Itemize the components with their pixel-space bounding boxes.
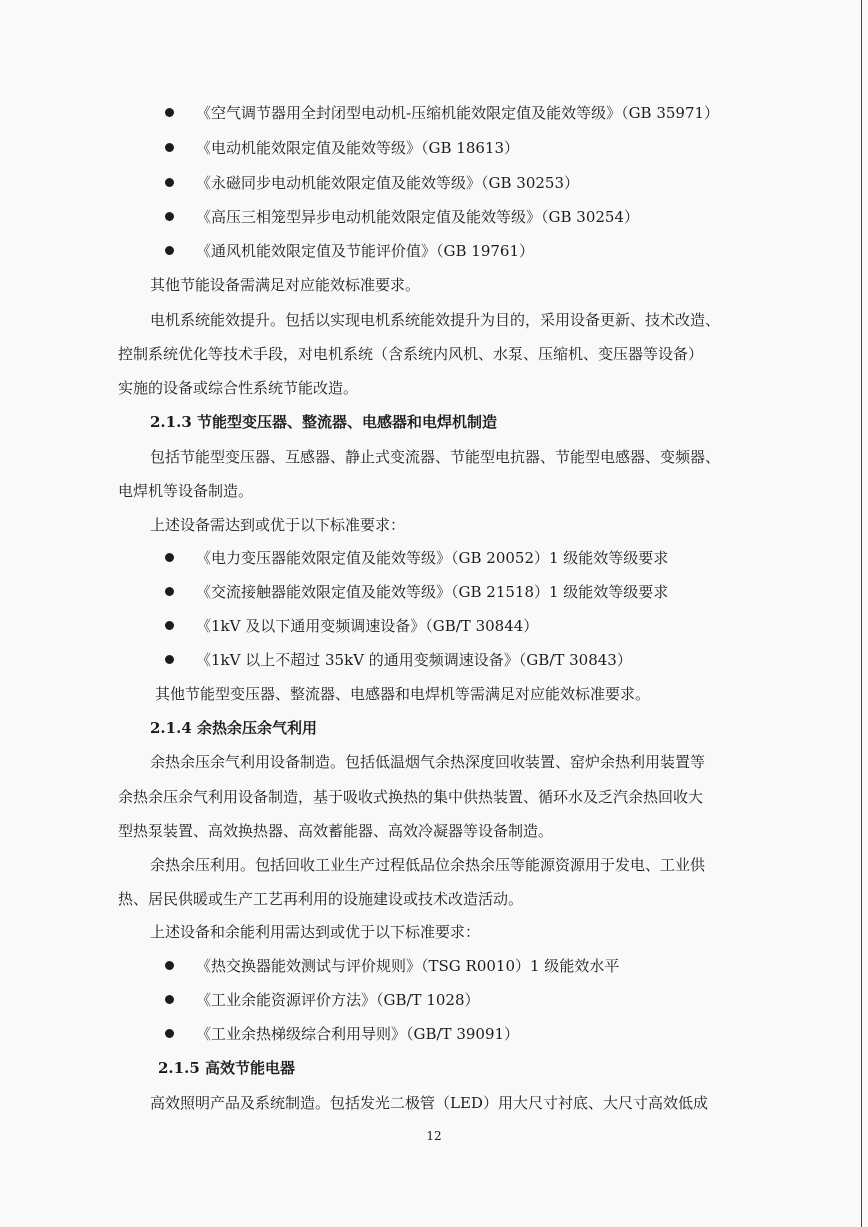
list-item: 《工业余热梯级综合利用导则》（GB/T 39091） bbox=[165, 1024, 519, 1044]
paragraph-line: 包括节能型变压器、互感器、静止式变流器、节能型电抗器、节能型电感器、变频器、 bbox=[150, 448, 721, 466]
bullet-icon bbox=[165, 995, 174, 1004]
paragraph: 其他节能设备需满足对应能效标准要求。 bbox=[150, 276, 421, 294]
section-heading: 2.1.4 余热余压余气利用 bbox=[150, 719, 317, 737]
paragraph-line: 余热余压利用。包括回收工业生产过程低品位余热余压等能源资源用于发电、工业供 bbox=[150, 856, 706, 874]
bullet-icon bbox=[165, 108, 174, 117]
bullet-icon bbox=[165, 1029, 174, 1038]
bullet-icon bbox=[165, 621, 174, 630]
list-item: 《1kV 及以下通用变频调速设备》（GB/T 30844） bbox=[165, 616, 538, 636]
list-item: 《热交换器能效测试与评价规则》（TSG R0010）1 级能效水平 bbox=[165, 956, 619, 976]
paragraph: 上述设备需达到或优于以下标准要求： bbox=[150, 516, 406, 534]
bullet-icon bbox=[165, 655, 174, 664]
paragraph-line: 型热泵装置、高效换热器、高效蓄能器、高效冷凝器等设备制造。 bbox=[118, 822, 554, 840]
paragraph-line: 电机系统能效提升。包括以实现电机系统能效提升为目的，采用设备更新、技术改造、 bbox=[150, 311, 721, 329]
bullet-icon bbox=[165, 212, 174, 221]
paragraph-line: 热、居民供暖或生产工艺再利用的设施建设或技术改造活动。 bbox=[118, 890, 524, 908]
paragraph: 上述设备和余能利用需达到或优于以下标准要求： bbox=[150, 923, 481, 941]
bullet-icon bbox=[165, 246, 174, 255]
page-edge bbox=[861, 0, 862, 1227]
list-item: 《1kV 以上不超过 35kV 的通用变频调速设备》（GB/T 30843） bbox=[165, 650, 632, 670]
paragraph-line: 余热余压余气利用设备制造，基于吸收式换热的集中供热装置、循环水及乏汽余热回收大 bbox=[118, 788, 704, 806]
paragraph-line: 余热余压余气利用设备制造。包括低温烟气余热深度回收装置、窑炉余热利用装置等 bbox=[150, 753, 706, 771]
list-item: 《电动机能效限定值及能效等级》（GB 18613） bbox=[165, 138, 519, 158]
list-item: 《永磁同步电动机能效限定值及能效等级》（GB 30253） bbox=[165, 173, 579, 193]
paragraph-line: 控制系统优化等技术手段，对电机系统（含系统内风机、水泵、压缩机、变压器等设备） bbox=[118, 345, 704, 363]
bullet-icon bbox=[165, 178, 174, 187]
list-item: 《通风机能效限定值及节能评价值》（GB 19761） bbox=[165, 241, 534, 261]
paragraph-line: 高效照明产品及系统制造。包括发光二极管（LED）用大尺寸衬底、大尺寸高效低成 bbox=[150, 1094, 708, 1112]
paragraph-line: 实施的设备或综合性系统节能改造。 bbox=[118, 379, 359, 397]
list-item: 《工业余能资源评价方法》（GB/T 1028） bbox=[165, 990, 480, 1010]
paragraph-line: 电焊机等设备制造。 bbox=[118, 482, 254, 500]
bullet-icon bbox=[165, 961, 174, 970]
bullet-icon bbox=[165, 587, 174, 596]
list-item: 《空气调节器用全封闭型电动机-压缩机能效限定值及能效等级》（GB 35971） bbox=[165, 103, 719, 123]
section-heading: 2.1.5 高效节能电器 bbox=[158, 1059, 295, 1077]
list-item: 《电力变压器能效限定值及能效等级》（GB 20052）1 级能效等级要求 bbox=[165, 548, 668, 568]
section-heading: 2.1.3 节能型变压器、整流器、电感器和电焊机制造 bbox=[150, 413, 497, 431]
paragraph: 其他节能型变压器、整流器、电感器和电焊机等需满足对应能效标准要求。 bbox=[155, 685, 651, 703]
list-item: 《高压三相笼型异步电动机能效限定值及能效等级》（GB 30254） bbox=[165, 207, 639, 227]
page-number: 12 bbox=[426, 1129, 442, 1143]
bullet-icon bbox=[165, 553, 174, 562]
bullet-icon bbox=[165, 143, 174, 152]
list-item: 《交流接触器能效限定值及能效等级》（GB 21518）1 级能效等级要求 bbox=[165, 582, 668, 602]
